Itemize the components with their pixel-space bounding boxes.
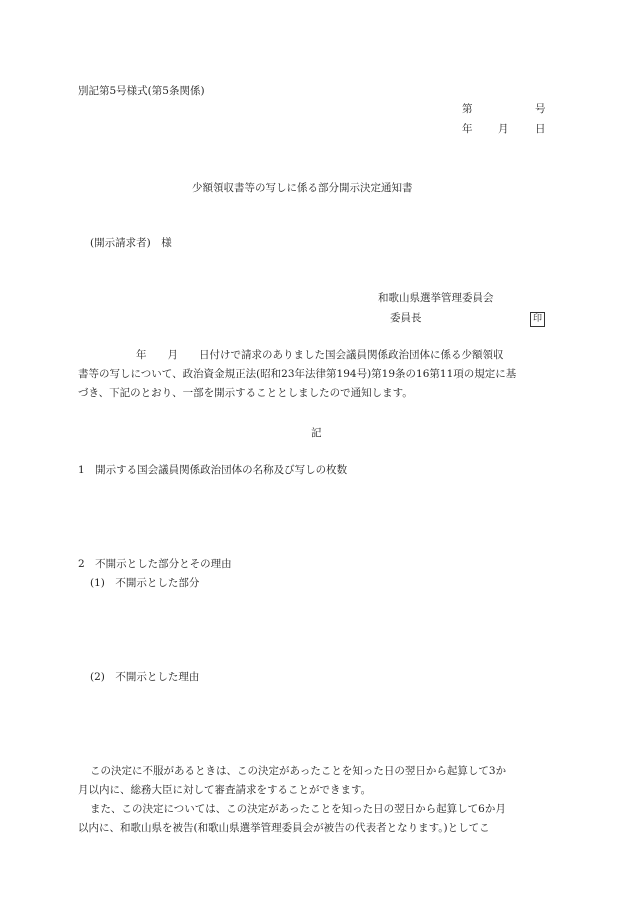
item-2-2: (2) 不開示とした理由 xyxy=(90,671,200,683)
notice-p2-line-2: 以内に、和歌山県を被告(和歌山県選挙管理委員会が被告の代表者となります。)としてこ xyxy=(78,822,490,834)
document-title: 少額領収書等の写しに係る部分開示決定通知書 xyxy=(192,182,413,194)
body-line-1: 年 月 日付けで請求のありました国会議員関係政治団体に係る少額領収 xyxy=(136,349,504,361)
notice-p1-line-1: この決定に不服があるときは、この決定があったことを知った日の翌日から起算して3か xyxy=(90,765,507,777)
issuer-organization: 和歌山県選挙管理委員会 xyxy=(378,292,494,304)
form-header: 別記第5号様式(第5条関係) xyxy=(78,85,205,97)
issuer-role: 委員長 xyxy=(390,312,422,324)
item-1: 1 開示する国会議員関係政治団体の名称及び写しの枚数 xyxy=(78,464,348,476)
date-year: 年 xyxy=(462,123,473,135)
addressee: (開示請求者) 様 xyxy=(90,237,172,249)
notice-p2-line-1: また、この決定については、この決定があったことを知った日の翌日から起算して6か月 xyxy=(90,803,506,815)
body-line-2: 書等の写しについて、政治資金規正法(昭和23年法律第194号)第19条の16第11項の規定に基 xyxy=(78,368,517,380)
item-2: 2 不開示とした部分とその理由 xyxy=(78,558,232,570)
date-month: 月 xyxy=(498,123,509,135)
ki-heading: 記 xyxy=(311,427,322,439)
notice-p1-line-2: 月以内に、総務大臣に対して審査請求をすることができます。 xyxy=(78,784,372,796)
number-suffix: 号 xyxy=(535,103,546,115)
number-prefix: 第 xyxy=(462,103,473,115)
item-2-1: (1) 不開示とした部分 xyxy=(90,577,200,589)
body-line-3: づき、下記のとおり、一部を開示することとしましたので通知します。 xyxy=(78,387,413,399)
seal-mark: 印 xyxy=(530,312,545,327)
date-day: 日 xyxy=(535,123,546,135)
